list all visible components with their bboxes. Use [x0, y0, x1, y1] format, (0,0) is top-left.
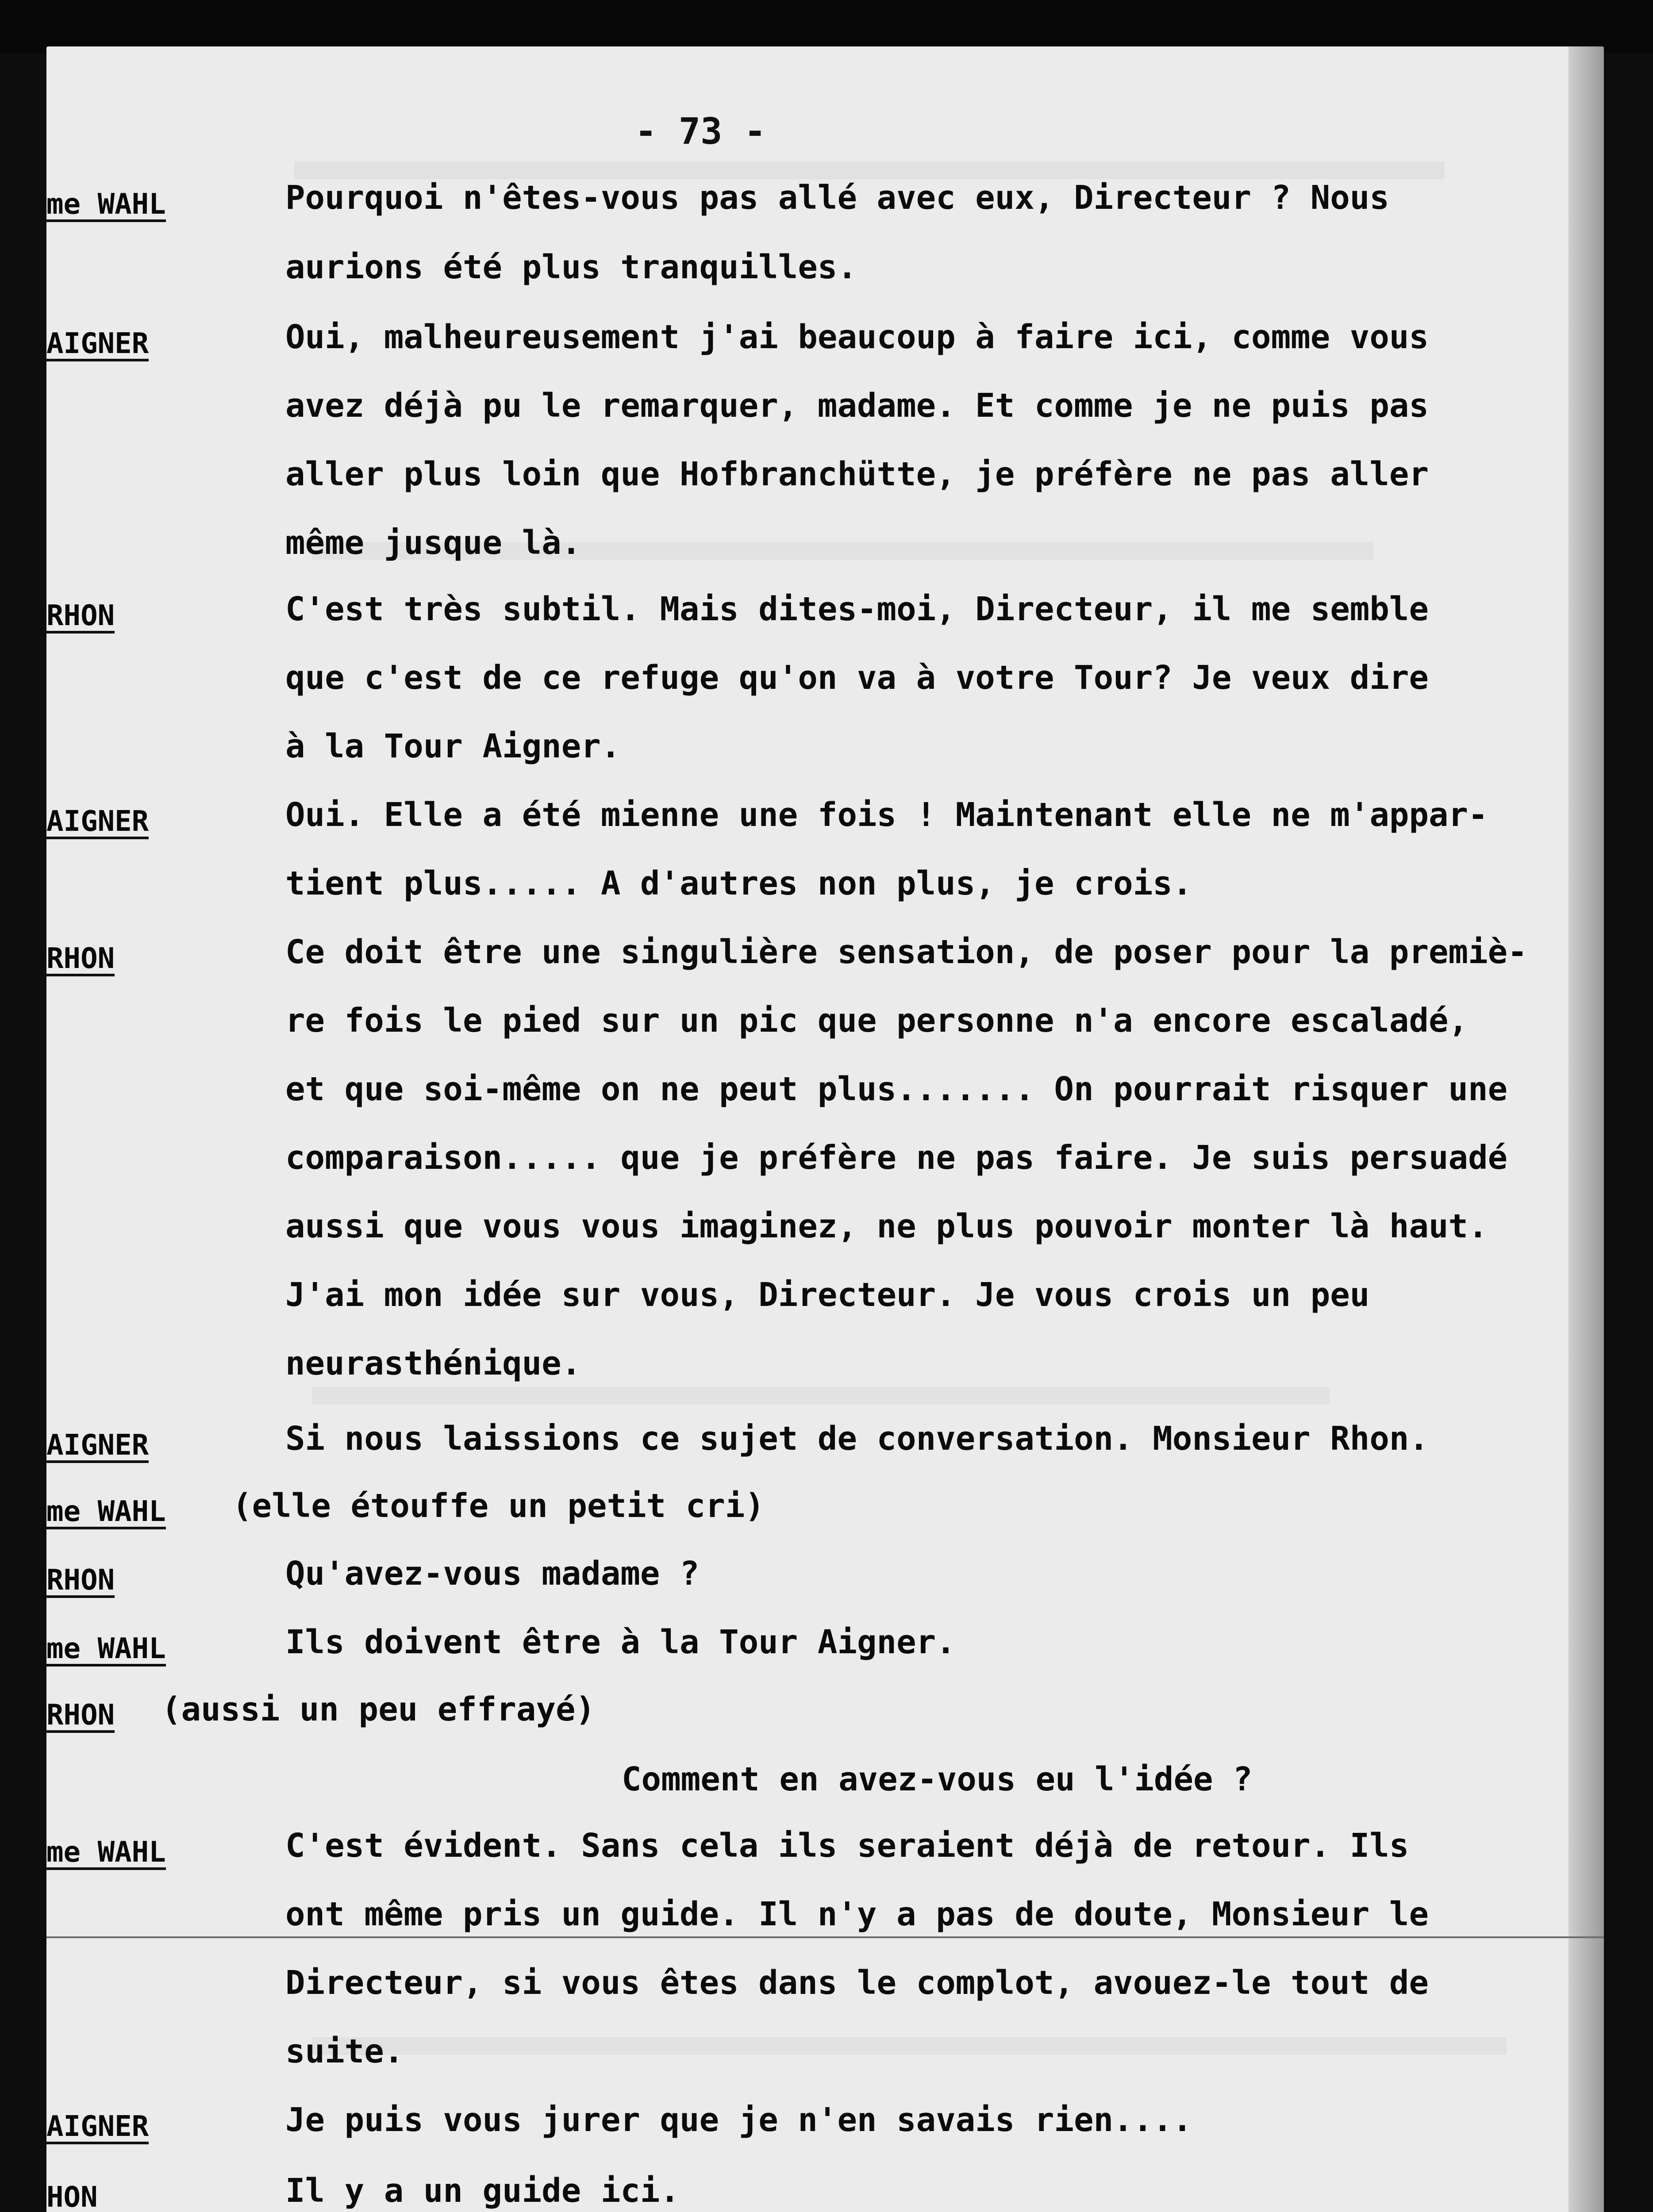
speaker-label: HON: [46, 2183, 98, 2212]
dialogue-line: Oui, malheureusement j'ai beaucoup à faire ici, comme vous: [285, 318, 1429, 356]
dialogue-line: et que soi-même on ne peut plus....... On pourrait risquer une: [285, 1070, 1508, 1108]
dialogue-line: que c'est de ce refuge qu'on va à votre Tour? Je veux dire: [285, 659, 1429, 697]
dialogue-line: à la Tour Aigner.: [285, 727, 621, 765]
speaker-label: me WAHL: [46, 1838, 166, 1870]
speaker-label: AIGNER: [46, 330, 149, 361]
dialogue-line: Il y a un guide ici.: [285, 2172, 680, 2210]
speaker-label: RHON: [46, 1566, 115, 1598]
page-edge-shadow: [1568, 46, 1604, 2212]
dialogue-line: aurions été plus tranquilles.: [285, 248, 857, 286]
page-number: - 73 -: [635, 111, 766, 153]
dialogue-line: aller plus loin que Hofbranchütte, je préfère ne pas aller: [285, 455, 1429, 493]
speaker-label: me WAHL: [46, 190, 166, 222]
speaker-label: me WAHL: [46, 1498, 166, 1529]
dialogue-line: même jusque là.: [285, 524, 581, 562]
dialogue-line: Ce doit être une singulière sensation, de poser pour la premiè-: [285, 933, 1527, 971]
dialogue-line: neurasthénique.: [285, 1344, 581, 1382]
bleed-through-shadow: [312, 1387, 1330, 1405]
dialogue-line: Je puis vous jurer que je n'en savais rien....: [285, 2101, 1192, 2139]
dialogue-line: Oui. Elle a été mienne une fois ! Maintenant elle ne m'appar-: [285, 796, 1488, 834]
dialogue-line: Qu'avez-vous madame ?: [285, 1555, 700, 1593]
dialogue-line: Ils doivent être à la Tour Aigner.: [285, 1623, 956, 1661]
speaker-label: me WAHL: [46, 1635, 166, 1667]
speaker-label: AIGNER: [46, 1431, 149, 1463]
dialogue-line: Pourquoi n'êtes-vous pas allé avec eux, Directeur ? Nous: [285, 179, 1389, 217]
stage-direction: (aussi un peu effrayé): [161, 1690, 596, 1728]
dialogue-line: ont même pris un guide. Il n'y a pas de doute, Monsieur le: [285, 1895, 1429, 1933]
page-fold-line: [46, 1936, 1604, 1938]
bleed-through-shadow: [294, 161, 1445, 179]
speaker-label: RHON: [46, 602, 115, 634]
speaker-label: AIGNER: [46, 2112, 149, 2144]
dialogue-line: suite.: [285, 2032, 404, 2070]
speaker-label: RHON: [46, 1701, 115, 1733]
dialogue-line: C'est évident. Sans cela ils seraient déjà de retour. Ils: [285, 1827, 1409, 1865]
scanner-top-edge: [0, 0, 1653, 53]
dialogue-line: tient plus..... A d'autres non plus, je crois.: [285, 864, 1192, 902]
speaker-label: RHON: [46, 945, 115, 976]
dialogue-line: J'ai mon idée sur vous, Directeur. Je vous crois un peu: [285, 1276, 1370, 1314]
speaker-label: AIGNER: [46, 807, 149, 839]
dialogue-line: Directeur, si vous êtes dans le complot, avouez-le tout de: [285, 1964, 1429, 2002]
bleed-through-shadow: [312, 2037, 1507, 2055]
dialogue-line: C'est très subtil. Mais dites-moi, Directeur, il me semble: [285, 590, 1429, 628]
dialogue-line: avez déjà pu le remarquer, madame. Et comme je ne puis pas: [285, 387, 1429, 425]
dialogue-line: aussi que vous vous imaginez, ne plus pouvoir monter là haut.: [285, 1207, 1488, 1245]
dialogue-line: re fois le pied sur un pic que personne n'a encore escaladé,: [285, 1002, 1468, 1040]
dialogue-line: Si nous laissions ce sujet de conversation. Monsieur Rhon.: [285, 1420, 1429, 1458]
dialogue-line: Comment en avez-vous eu l'idée ?: [622, 1760, 1253, 1798]
dialogue-line: comparaison..... que je préfère ne pas faire. Je suis persuadé: [285, 1139, 1508, 1177]
stage-direction: (elle étouffe un petit cri): [232, 1487, 765, 1525]
typescript-page: [46, 46, 1604, 2212]
